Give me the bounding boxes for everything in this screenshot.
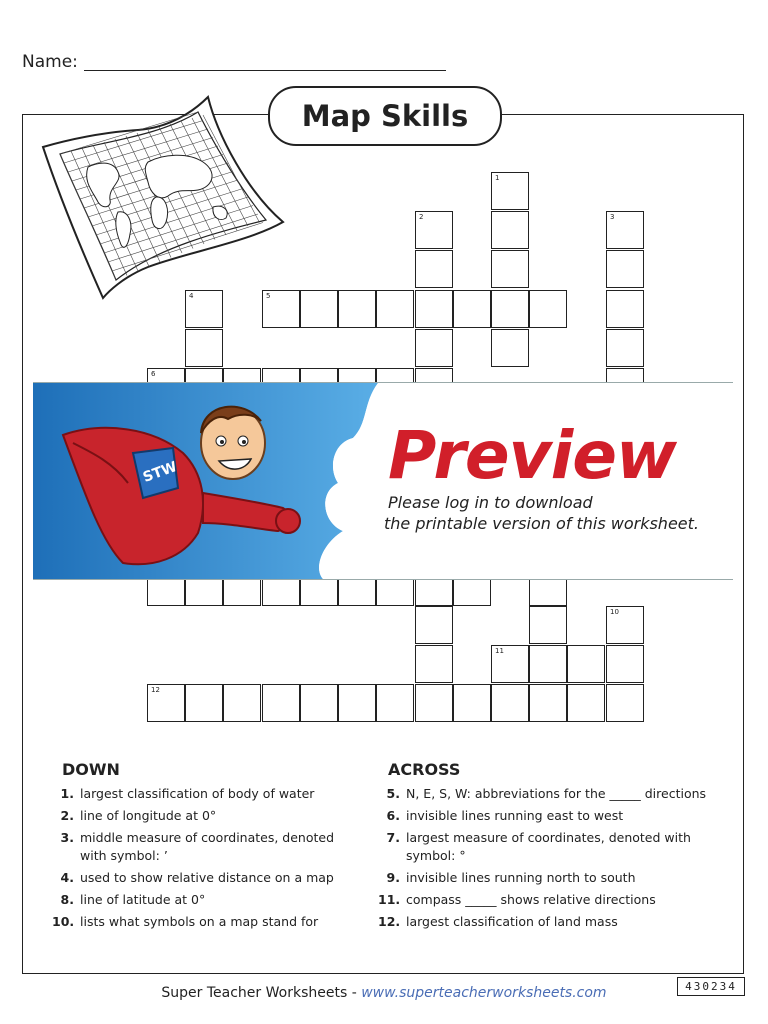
worksheet-title: Map Skills: [268, 86, 502, 146]
crossword-cell[interactable]: [415, 290, 453, 328]
cell-number: 6: [151, 370, 156, 378]
crossword-cell[interactable]: [453, 684, 491, 722]
across-heading: ACROSS: [388, 760, 461, 779]
crossword-cell[interactable]: [606, 329, 644, 367]
clue-number: 2.: [60, 808, 74, 823]
crossword-cell[interactable]: [415, 684, 453, 722]
svg-text:STW: STW: [140, 458, 180, 486]
crossword-cell[interactable]: [223, 684, 261, 722]
clue-number: 6.: [386, 808, 400, 823]
cell-number: 5: [266, 292, 271, 300]
clue-number: 11.: [378, 892, 401, 907]
crossword-cell[interactable]: [606, 645, 644, 683]
crossword-cell[interactable]: [606, 684, 644, 722]
crossword-cell[interactable]: [453, 290, 491, 328]
clue-number: 9.: [386, 870, 400, 885]
footer-brand: Super Teacher Worksheets -: [161, 985, 362, 1001]
across-clue: [378, 805, 708, 827]
clue-number: 5.: [386, 786, 400, 801]
crossword-cell[interactable]: [262, 684, 300, 722]
clue-number: 7.: [386, 830, 400, 845]
clue-text: used to show relative distance on a map: [80, 870, 334, 885]
crossword-cell[interactable]: [338, 290, 376, 328]
crossword-cell[interactable]: [415, 645, 453, 683]
crossword-cell[interactable]: [529, 684, 567, 722]
crossword-cell[interactable]: [529, 290, 567, 328]
clue-number: 8.: [60, 892, 74, 907]
clue-text: invisible lines running north to south: [406, 870, 636, 885]
clue-text: line of latitude at 0°: [80, 892, 206, 907]
clue-text: N, E, S, W: abbreviations for the _____ directions: [406, 786, 707, 801]
down-clue: [52, 889, 352, 911]
clue-text: invisible lines running east to west: [406, 808, 624, 823]
cell-number: 2: [419, 213, 424, 221]
crossword-cell[interactable]: [415, 211, 453, 249]
crossword-cell[interactable]: [415, 250, 453, 288]
across-clues: [378, 783, 708, 933]
crossword-cell[interactable]: [567, 645, 605, 683]
clue-text: largest classification of body of water: [80, 786, 315, 801]
crossword-cell[interactable]: [606, 606, 644, 644]
crossword-cell[interactable]: [376, 290, 414, 328]
crossword-cell[interactable]: [491, 645, 529, 683]
crossword-cell[interactable]: [376, 684, 414, 722]
clue-text: lists what symbols on a map stand for: [80, 914, 319, 929]
preview-banner: [33, 382, 733, 580]
cell-number: 1: [495, 174, 500, 182]
crossword-cell[interactable]: [491, 329, 529, 367]
crossword-cell[interactable]: [491, 684, 529, 722]
clue-number: 4.: [60, 870, 74, 885]
down-clue: [52, 867, 352, 889]
crossword-cell[interactable]: [338, 684, 376, 722]
across-clue: [378, 889, 708, 911]
clue-text: largest classification of land mass: [406, 914, 618, 929]
cell-number: 12: [151, 686, 160, 694]
cell-number: 11: [495, 647, 504, 655]
cell-number: 3: [610, 213, 615, 221]
crossword-cell[interactable]: [529, 606, 567, 644]
down-clue: [52, 829, 352, 865]
clue-text: compass _____ shows relative directions: [406, 892, 656, 907]
crossword-cell[interactable]: [491, 290, 529, 328]
cell-number: 4: [189, 292, 194, 300]
crossword-cell[interactable]: [567, 684, 605, 722]
clue-text: middle measure of coordinates, denoted with symbol: ’: [80, 830, 335, 863]
down-clue: [52, 783, 352, 805]
clue-number: 3.: [60, 830, 74, 845]
crossword-cell[interactable]: [415, 606, 453, 644]
down-clues: [52, 783, 352, 933]
crossword-cell[interactable]: [491, 250, 529, 288]
crossword-cell[interactable]: [491, 211, 529, 249]
worksheet-code: 430234: [677, 977, 745, 996]
crossword-cell[interactable]: [185, 329, 223, 367]
crossword-cell[interactable]: [185, 684, 223, 722]
across-clue: [378, 785, 708, 803]
crossword-cell[interactable]: [262, 290, 300, 328]
crossword-cell[interactable]: [415, 329, 453, 367]
footer-url[interactable]: www.superteacherworksheets.com: [361, 985, 607, 1001]
crossword-cell[interactable]: [147, 684, 185, 722]
crossword-cell[interactable]: [606, 250, 644, 288]
clue-text: line of longitude at 0°: [80, 808, 217, 823]
preview-title: Preview: [388, 417, 677, 494]
crossword-cell[interactable]: [606, 290, 644, 328]
across-clue: [378, 829, 708, 865]
crossword-cell[interactable]: [300, 290, 338, 328]
clue-number: 12.: [378, 914, 401, 929]
down-clue: [52, 911, 352, 933]
down-heading: DOWN: [62, 760, 120, 779]
across-clue: [378, 911, 708, 933]
preview-message-line2: the printable version of this worksheet.: [384, 514, 699, 533]
across-clue: [378, 867, 708, 889]
footer: [0, 985, 768, 1001]
cell-number: 10: [610, 608, 619, 616]
crossword-cell[interactable]: [529, 645, 567, 683]
preview-message-line1: Please log in to download: [388, 493, 593, 512]
crossword-cell[interactable]: [606, 211, 644, 249]
name-label: Name:: [22, 52, 78, 72]
clue-text: largest measure of coordinates, denoted with symbol: °: [406, 830, 691, 863]
clue-number: 1.: [60, 786, 74, 801]
crossword-cell[interactable]: [300, 684, 338, 722]
crossword-cell[interactable]: [185, 290, 223, 328]
clue-number: 10.: [52, 914, 75, 929]
crossword-cell[interactable]: [491, 172, 529, 210]
down-clue: [52, 805, 352, 827]
